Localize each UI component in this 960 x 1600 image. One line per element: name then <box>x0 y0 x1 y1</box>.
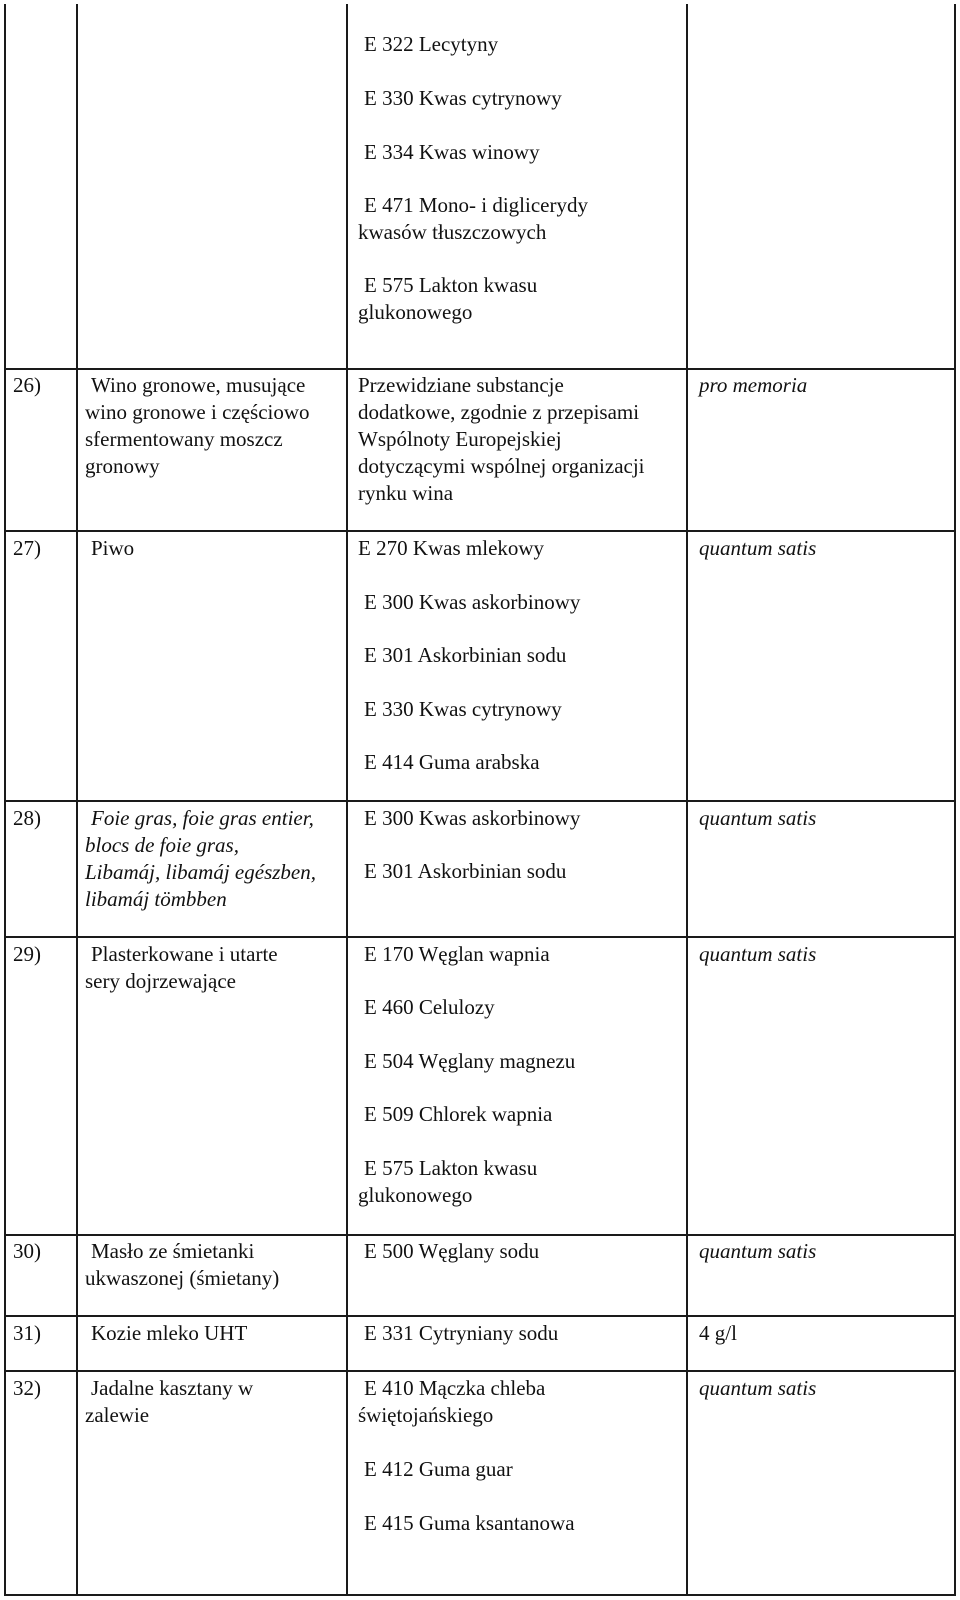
substance-line: glukonowego <box>358 300 473 324</box>
substance-line: E 300 Kwas askorbinowy <box>364 590 581 614</box>
product-name: Masło ze śmietanki <box>91 1239 255 1263</box>
row-number: 30) <box>13 1239 41 1263</box>
substance-line: E 322 Lecytyny <box>364 32 499 56</box>
substance-line: E 270 Kwas mlekowy <box>358 536 545 560</box>
substance-line: E 504 Węglany magnezu <box>364 1049 576 1073</box>
substance-line: E 500 Węglany sodu <box>364 1239 540 1263</box>
product-name: Libamáj, libamáj egészben, <box>85 860 316 884</box>
substance-line: E 412 Guma guar <box>364 1457 513 1481</box>
substance-line: E 330 Kwas cytrynowy <box>364 697 562 721</box>
max-level: quantum satis <box>699 1376 817 1400</box>
product-name: zalewie <box>85 1403 150 1427</box>
row-number: 27) <box>13 536 41 560</box>
product-name: sfermentowany moszcz <box>85 427 283 451</box>
product-name: Wino gronowe, musujące <box>91 373 306 397</box>
row-number: 26) <box>13 373 41 397</box>
row-divider <box>4 936 956 938</box>
substance-line: świętojańskiego <box>358 1403 494 1427</box>
substance-line: rynku wina <box>358 481 454 505</box>
substance-line: dotyczącymi wspólnej organizacji <box>358 454 645 478</box>
product-name: sery dojrzewające <box>85 969 236 993</box>
row-divider <box>4 1234 956 1236</box>
row-divider <box>4 368 956 370</box>
substance-line: E 300 Kwas askorbinowy <box>364 806 581 830</box>
product-name: Jadalne kasztany w <box>91 1376 254 1400</box>
substance-line: E 331 Cytryniany sodu <box>364 1321 559 1345</box>
product-name: Plasterkowane i utarte <box>91 942 278 966</box>
substance-line: E 414 Guma arabska <box>364 750 540 774</box>
max-level: pro memoria <box>699 373 808 397</box>
max-level: quantum satis <box>699 942 817 966</box>
max-level: quantum satis <box>699 1239 817 1263</box>
substance-line: kwasów tłuszczowych <box>358 220 547 244</box>
product-name: Foie gras, foie gras entier, <box>91 806 314 830</box>
product-name: ukwaszonej (śmietany) <box>85 1266 280 1290</box>
substance-line: dodatkowe, zgodnie z przepisami <box>358 400 640 424</box>
substance-line: E 415 Guma ksantanowa <box>364 1511 575 1535</box>
product-name: libamáj tömbben <box>85 887 227 911</box>
substance-line: E 410 Mączka chleba <box>364 1376 546 1400</box>
row-divider <box>4 530 956 532</box>
max-level: 4 g/l <box>699 1321 737 1345</box>
table-border-bottom <box>4 1594 956 1596</box>
row-number: 29) <box>13 942 41 966</box>
max-level: quantum satis <box>699 806 817 830</box>
substance-line: Przewidziane substancje <box>358 373 564 397</box>
product-name: wino gronowe i częściowo <box>85 400 310 424</box>
substance-line: E 575 Lakton kwasu <box>364 273 538 297</box>
product-name: blocs de foie gras, <box>85 833 239 857</box>
substance-line: glukonowego <box>358 1183 473 1207</box>
product-name: Piwo <box>91 536 135 560</box>
product-name: Kozie mleko UHT <box>91 1321 248 1345</box>
substance-line: E 509 Chlorek wapnia <box>364 1102 553 1126</box>
row-divider <box>4 1315 956 1317</box>
row-divider <box>4 800 956 802</box>
product-name: gronowy <box>85 454 160 478</box>
substance-line: E 301 Askorbinian sodu <box>364 643 567 667</box>
row-number: 32) <box>13 1376 41 1400</box>
substance-line: E 170 Węglan wapnia <box>364 942 550 966</box>
substance-line: E 330 Kwas cytrynowy <box>364 86 562 110</box>
substance-line: E 471 Mono- i diglicerydy <box>364 193 588 217</box>
substance-line: E 460 Celulozy <box>364 995 495 1019</box>
row-number: 28) <box>13 806 41 830</box>
substance-line: E 301 Askorbinian sodu <box>364 859 567 883</box>
row-number: 31) <box>13 1321 41 1345</box>
row-divider <box>4 1370 956 1372</box>
substance-line: Wspólnoty Europejskiej <box>358 427 562 451</box>
substance-line: E 334 Kwas winowy <box>364 140 540 164</box>
max-level: quantum satis <box>699 536 817 560</box>
substance-line: E 575 Lakton kwasu <box>364 1156 538 1180</box>
